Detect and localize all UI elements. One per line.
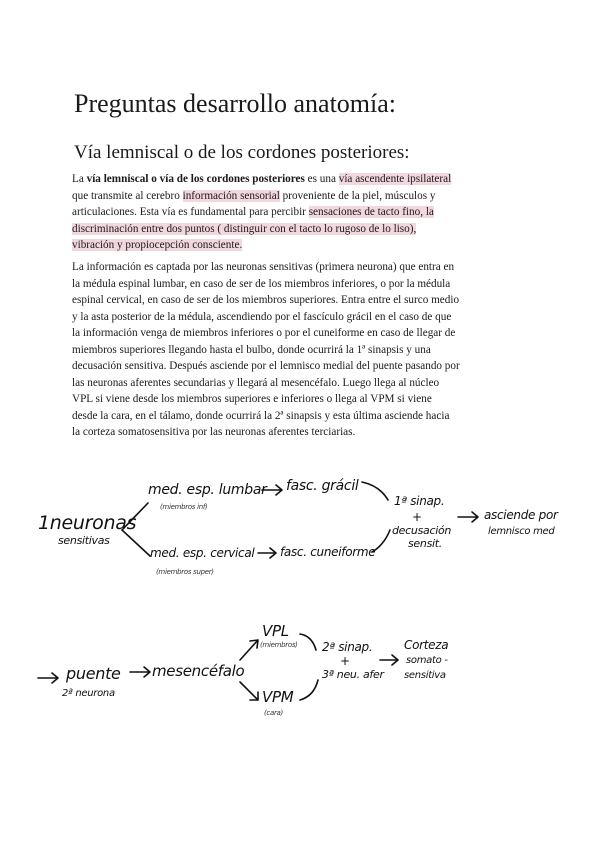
page-title: Preguntas desarrollo anatomía: — [74, 89, 397, 118]
text-run: La — [72, 173, 87, 185]
text-run: es una — [304, 173, 339, 185]
hw-vpm-note: (cara) — [264, 709, 283, 717]
hw-pons: puente — [66, 664, 121, 683]
hw-plus2: + — [340, 654, 350, 668]
highlighted-text: discriminación entre dos puntos ( distinguir con el tacto lo rugoso de lo liso), — [72, 222, 417, 235]
arrow-result — [458, 512, 478, 522]
curve-to-synapse-upper — [362, 482, 388, 500]
text-line: y la asta posterior de la médula, ascendiendo por el fascículo grácil en el caso de que — [72, 310, 452, 323]
highlighted-text: sensaciones de tacto fino, la — [308, 206, 434, 218]
hw-cervical: med. esp. cervical — [150, 546, 255, 560]
arrow-start — [38, 673, 58, 683]
text-line: las neuronas aferentes secundarias y llegará al mesencéfalo. Luego llega al núcleo — [72, 376, 440, 389]
text-line: VPL si viene desde los miembros superiores e inferiores o llega al VPM si viene — [72, 393, 432, 405]
text-line: desde la cara, en el tálamo, donde ocurrirá la 2ª sinapsis y esta última asciende hacia — [72, 409, 450, 422]
text-line: miembros superiores llegando hasta el bulbo, donde ocurrirá la 1ª sinapsis y una — [72, 343, 431, 356]
curve-vpm-synapse — [300, 680, 318, 700]
hw-third-neuron: 3ª neu. afer — [322, 668, 384, 681]
arrow-pons-midbrain — [130, 667, 150, 677]
hw-lumbar-note: (miembros inf) — [160, 503, 208, 511]
hw-cortex-3: sensitiva — [404, 670, 446, 681]
hw-decussation: decusación — [392, 524, 452, 537]
text-line: la corteza somatosensitiva por las neuronas aferentes terciarias. — [72, 426, 356, 438]
hw-gracile: fasc. grácil — [286, 478, 359, 494]
section-heading: Vía lemniscal o de los cordones posteriores: — [74, 142, 410, 163]
highlighted-text: vía ascendente ipsilateral — [338, 173, 452, 185]
text-line: La información es captada por las neuronas sensitivas (primera neurona) que entra en — [72, 261, 455, 273]
arrow-to-vpm — [240, 682, 258, 700]
text-line: espinal cervical, en caso de ser de los miembros superiores. Entra entre el surco medio — [72, 294, 460, 306]
text-line: decusación sensitiva. Después asciende por el lemnisco medial del puente pasando por — [72, 360, 460, 372]
text-run: proveniente de la piel, músculos y — [279, 189, 436, 202]
curve-vpl-synapse — [300, 634, 316, 650]
bold-term: vía lemniscal o vía de los cordones posteriores — [86, 173, 305, 185]
hw-neurons-sub: sensitivas — [58, 534, 110, 547]
highlighted-text: vibración y propiocepción consciente. — [72, 239, 243, 251]
hw-synapse2: 2ª sinap. — [322, 640, 373, 654]
hw-cortex-2: somato - — [406, 655, 448, 666]
hw-plus1: + — [412, 510, 422, 524]
arrow-to-cortex — [380, 655, 398, 665]
hw-midbrain: mesencéfalo — [152, 662, 245, 680]
arrow-lower — [258, 548, 276, 558]
hw-pons-note: 2ª neurona — [62, 688, 115, 699]
hw-ascends: asciende por — [484, 508, 558, 522]
highlighted-text: información sensorial — [182, 189, 280, 202]
hw-vpm: VPM — [262, 688, 294, 706]
hw-lemniscus: lemnisco med — [488, 526, 555, 537]
hw-cervical-note: (miembros super) — [156, 568, 214, 576]
hw-decussation-2: sensit. — [408, 537, 442, 550]
hw-cuneiform: fasc. cuneiforme — [280, 545, 376, 559]
hw-synapse1: 1ª sinap. — [394, 494, 445, 508]
arrow-to-vpl — [240, 640, 258, 660]
hw-cortex: Corteza — [404, 638, 449, 652]
text-line: la médula espinal lumbar, en caso de ser de los miembros inferiores, o por la médula — [72, 277, 451, 290]
text-line: la información venga de miembros inferiores o por el cuneiforme en caso de llegar de — [72, 327, 456, 339]
hw-lumbar: med. esp. lumbar — [148, 482, 267, 498]
hw-vpl: VPL — [262, 622, 289, 640]
text-run: articulaciones. Esta vía es fundamental para percibir — [72, 206, 309, 218]
hw-vpl-note: (miembros) — [260, 641, 298, 649]
text-run: que transmite al cerebro — [72, 189, 183, 202]
hw-neurons: 1neuronas — [38, 512, 137, 534]
